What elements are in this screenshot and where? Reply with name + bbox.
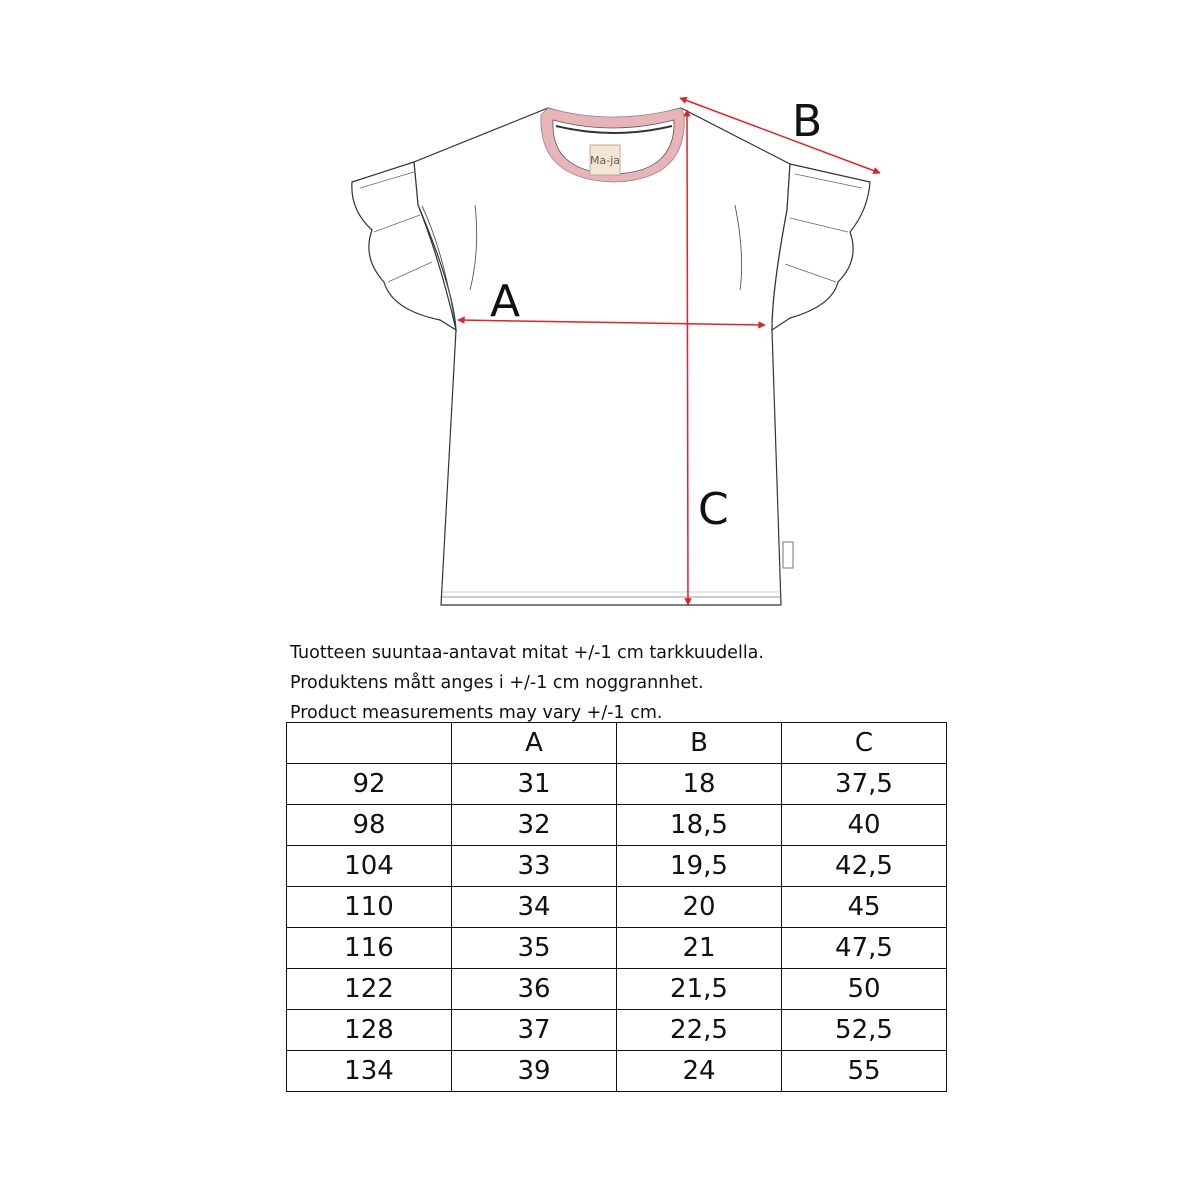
note-swedish: Produktens mått anges i +/-1 cm noggrannhet. <box>290 673 704 693</box>
size-table <box>286 722 947 1092</box>
c-cell: 42,5 <box>782 846 947 887</box>
note-finnish: Tuotteen suuntaa-antavat mitat +/-1 cm tarkkuudella. <box>290 643 764 663</box>
size-cell: 116 <box>287 928 452 969</box>
header-cell-a: A <box>452 723 617 764</box>
a-cell: 36 <box>452 969 617 1010</box>
a-cell: 35 <box>452 928 617 969</box>
b-cell: 24 <box>617 1051 782 1092</box>
size-cell: 110 <box>287 887 452 928</box>
b-cell: 21 <box>617 928 782 969</box>
size-table-header-row <box>287 723 947 764</box>
c-cell: 47,5 <box>782 928 947 969</box>
header-cell-b: B <box>617 723 782 764</box>
b-cell: 21,5 <box>617 969 782 1010</box>
b-cell: 18 <box>617 764 782 805</box>
a-cell: 34 <box>452 887 617 928</box>
b-cell: 19,5 <box>617 846 782 887</box>
measurement-label-a: A <box>490 276 521 327</box>
size-cell: 122 <box>287 969 452 1010</box>
table-row <box>287 846 947 887</box>
size-cell: 104 <box>287 846 452 887</box>
a-cell: 31 <box>452 764 617 805</box>
size-cell: 92 <box>287 764 452 805</box>
a-cell: 33 <box>452 846 617 887</box>
b-cell: 20 <box>617 887 782 928</box>
c-cell: 55 <box>782 1051 947 1092</box>
measurement-label-b: B <box>792 96 823 147</box>
side-hem-label <box>783 542 793 568</box>
b-cell: 22,5 <box>617 1010 782 1051</box>
c-cell: 52,5 <box>782 1010 947 1051</box>
note-english: Product measurements may vary +/-1 cm. <box>290 703 663 723</box>
table-row <box>287 764 947 805</box>
a-cell: 39 <box>452 1051 617 1092</box>
measurement-label-c: C <box>698 484 729 535</box>
c-cell: 45 <box>782 887 947 928</box>
size-cell: 128 <box>287 1010 452 1051</box>
measurement-notes <box>290 638 764 728</box>
measurement-arrow-c <box>687 110 688 605</box>
table-row <box>287 928 947 969</box>
header-cell-size <box>287 723 452 764</box>
header-cell-c: C <box>782 723 947 764</box>
neck-brand-tag-text: Ma-ja <box>590 154 620 167</box>
b-cell: 18,5 <box>617 805 782 846</box>
table-row <box>287 969 947 1010</box>
size-cell: 98 <box>287 805 452 846</box>
table-row <box>287 1051 947 1092</box>
c-cell: 40 <box>782 805 947 846</box>
c-cell: 50 <box>782 969 947 1010</box>
a-cell: 37 <box>452 1010 617 1051</box>
c-cell: 37,5 <box>782 764 947 805</box>
table-row <box>287 805 947 846</box>
tshirt-body-outline <box>414 108 790 605</box>
table-row <box>287 887 947 928</box>
size-cell: 134 <box>287 1051 452 1092</box>
table-row <box>287 1010 947 1051</box>
a-cell: 32 <box>452 805 617 846</box>
